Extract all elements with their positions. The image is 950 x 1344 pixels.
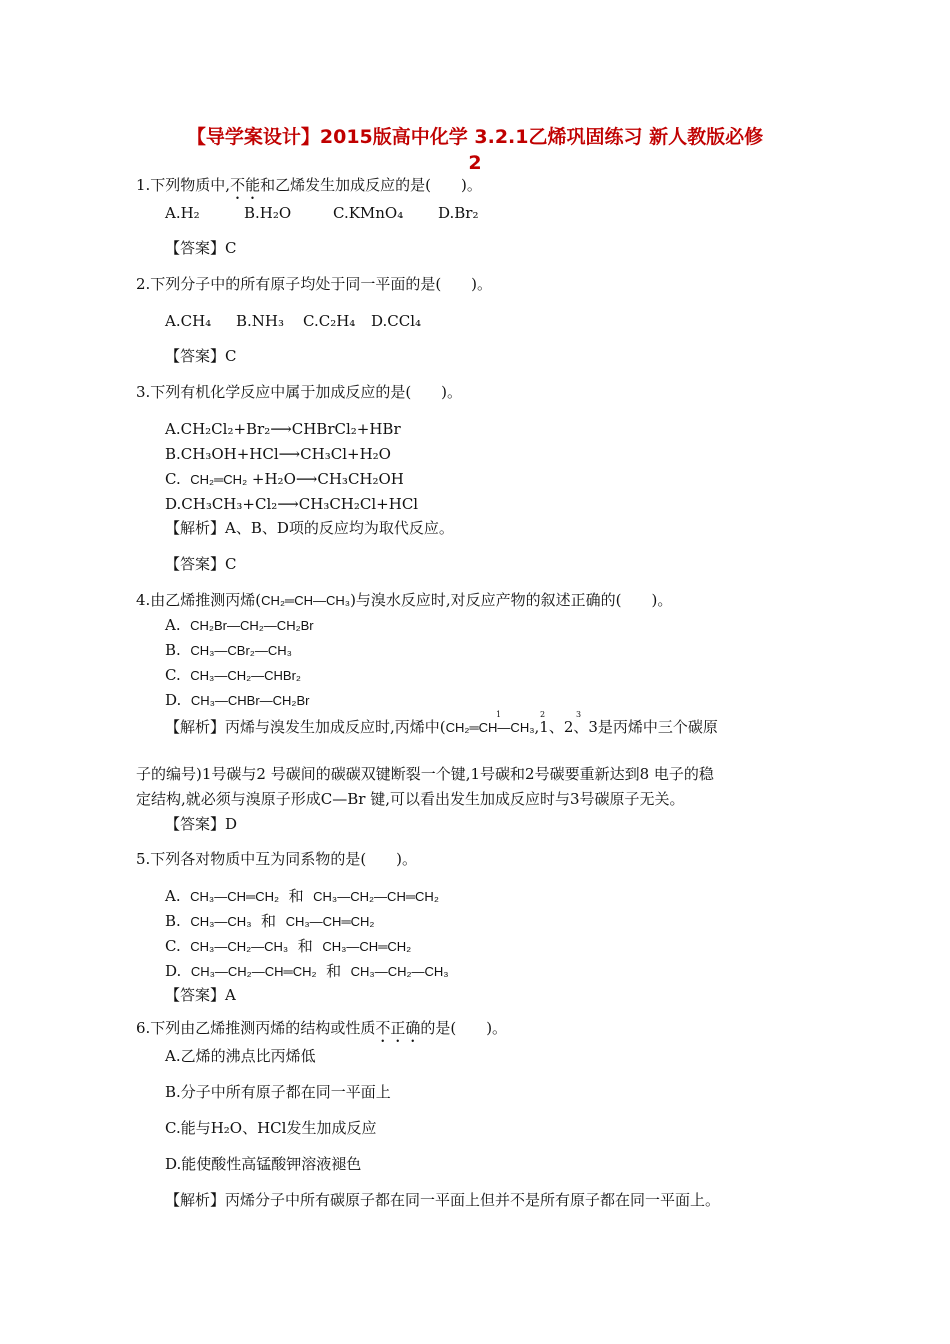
q4-option-d-label: D. <box>165 691 182 709</box>
q4-option-c-label: C. <box>165 666 181 684</box>
carbon-number-3: 3 <box>576 710 582 719</box>
q4-option-b-label: B. <box>165 641 181 659</box>
q5-option-d-label: D. <box>165 962 182 980</box>
q3-option-c-rest: +H₂O⟶CH₃CH₂OH <box>251 470 404 488</box>
q3-option-d: D.CH₃CH₃+Cl₂⟶CH₃CH₂Cl+HCl <box>165 495 419 513</box>
q5-and-word: 和 <box>297 937 313 955</box>
q5-and-word: 和 <box>288 887 304 905</box>
q5-option-a <box>165 886 439 907</box>
q2-option-c: C.C₂H₄ <box>303 312 356 330</box>
q6-analysis: 【解析】丙烯分子中所有碳原子都在同一平面上但并不是所有原子都在同一平面上。 <box>165 1191 721 1209</box>
question-6-stem <box>136 1018 507 1046</box>
q5-option-a-formula-2: CH₃—CH₂—CH═CH₂ <box>313 889 439 904</box>
q5-option-d-formula-1: CH₃—CH₂—CH═CH₂ <box>190 964 317 979</box>
q4-analysis-formula: CH₂═CH—CH₃ <box>445 720 535 735</box>
question-2-stem: 2.下列分子中的所有原子均处于同一平面的是( )。 <box>136 275 493 293</box>
q5-option-c-formula-1: CH₃—CH₂—CH₃ <box>190 939 289 954</box>
document-title-continued: 2 <box>468 152 482 174</box>
q4-option-b <box>165 640 292 661</box>
q4-option-a-formula: CH₂Br—CH₂—CH₂Br <box>190 618 314 633</box>
q5-answer: 【答案】A <box>165 986 236 1004</box>
q5-option-c-label: C. <box>165 937 181 955</box>
q6-option-c: C.能与H₂O、HCl发生加成反应 <box>165 1119 377 1137</box>
q4-analysis-line1 <box>165 717 718 738</box>
q5-option-c <box>165 936 411 957</box>
q5-option-b <box>165 911 374 932</box>
q4-propene-formula: CH₂═CH—CH₃ <box>261 593 351 608</box>
q4-option-c-formula: CH₃—CH₂—CHBr₂ <box>190 668 301 683</box>
q2-answer: 【答案】C <box>165 347 237 365</box>
q4-option-d <box>165 690 309 711</box>
q1-stem-suffix: 和乙烯发生加成反应的是( )。 <box>260 176 482 194</box>
q4-option-a-label: A. <box>165 616 181 634</box>
q4-option-d-formula: CH₃—CHBr—CH₂Br <box>190 693 310 708</box>
q5-option-a-formula-1: CH₃—CH═CH₂ <box>190 889 280 904</box>
q1-emphasis: 不能 <box>230 176 261 194</box>
q2-option-a: A.CH₄ <box>165 312 212 330</box>
q3-option-c-label: C. <box>165 470 181 488</box>
question-1-stem <box>136 175 482 203</box>
q4-stem-suffix: )与溴水反应时,对反应产物的叙述正确的( )。 <box>350 591 673 609</box>
q1-option-a: A.H₂ <box>165 204 200 222</box>
carbon-number-1: 1 <box>496 710 502 719</box>
q5-option-b-formula-1: CH₃—CH₃ <box>190 914 252 929</box>
q1-answer: 【答案】C <box>165 239 237 257</box>
q4-analysis-prefix: 【解析】丙烯与溴发生加成反应时,丙烯中( <box>165 718 446 736</box>
q5-and-word: 和 <box>261 912 277 930</box>
q5-option-c-formula-2: CH₃—CH═CH₂ <box>322 939 412 954</box>
q4-analysis-suffix: ,1、2、3是丙烯中三个碳原 <box>534 718 718 736</box>
q5-option-b-label: B. <box>165 912 181 930</box>
q2-option-b: B.NH₃ <box>236 312 285 330</box>
q5-option-d-formula-2: CH₃—CH₂—CH₃ <box>350 964 449 979</box>
q4-answer: 【答案】D <box>165 815 238 833</box>
q1-option-b: B.H₂O <box>244 204 292 222</box>
q6-option-a: A.乙烯的沸点比丙烯低 <box>165 1047 316 1065</box>
q3-option-c <box>165 469 404 490</box>
q6-option-b: B.分子中所有原子都在同一平面上 <box>165 1083 391 1101</box>
q3-option-a: A.CH₂Cl₂+Br₂⟶CHBrCl₂+HBr <box>165 420 401 438</box>
question-3-stem: 3.下列有机化学反应中属于加成反应的是( )。 <box>136 383 463 401</box>
question-5-stem: 5.下列各对物质中互为同系物的是( )。 <box>136 850 418 868</box>
q4-analysis-line3: 定结构,就必须与溴原子形成C—Br 键,可以看出发生加成反应时与3号碳原子无关。 <box>136 790 685 808</box>
q5-option-d <box>165 961 449 982</box>
q1-option-c: C.KMnO₄ <box>333 204 404 222</box>
document-title: 【导学案设计】2015版高中化学 3.2.1乙烯巩固练习 新人教版必修 <box>186 126 764 148</box>
q1-stem-prefix: 1.下列物质中, <box>136 176 231 194</box>
q2-option-d: D.CCl₄ <box>371 312 422 330</box>
q4-option-b-formula: CH₃—CBr₂—CH₃ <box>190 643 292 658</box>
carbon-number-2: 2 <box>540 710 546 719</box>
q4-option-c <box>165 665 301 686</box>
q6-emphasis: 不正确 <box>375 1019 421 1037</box>
question-4-stem <box>136 590 672 611</box>
q4-analysis-line2: 子的编号)1号碳与2 号碳间的碳碳双键断裂一个键,1号碳和2号碳要重新达到8 电子的稳 <box>136 765 714 783</box>
q6-stem-suffix: 的是( )。 <box>420 1019 508 1037</box>
q5-and-word: 和 <box>326 962 342 980</box>
q3-analysis: 【解析】A、B、D项的反应均为取代反应。 <box>165 519 454 537</box>
q5-option-a-label: A. <box>165 887 181 905</box>
q5-option-b-formula-2: CH₃—CH═CH₂ <box>285 914 375 929</box>
q4-option-a <box>165 615 314 636</box>
q3-option-c-formula: CH₂═CH₂ <box>190 472 248 487</box>
q4-stem-prefix: 4.由乙烯推测丙烯( <box>136 591 262 609</box>
q6-stem-prefix: 6.下列由乙烯推测丙烯的结构或性质 <box>136 1019 376 1037</box>
q3-option-b: B.CH₃OH+HCl⟶CH₃Cl+H₂O <box>165 445 391 463</box>
q1-option-d: D.Br₂ <box>438 204 479 222</box>
q6-option-d: D.能使酸性高锰酸钾溶液褪色 <box>165 1155 362 1173</box>
q3-answer: 【答案】C <box>165 555 237 573</box>
